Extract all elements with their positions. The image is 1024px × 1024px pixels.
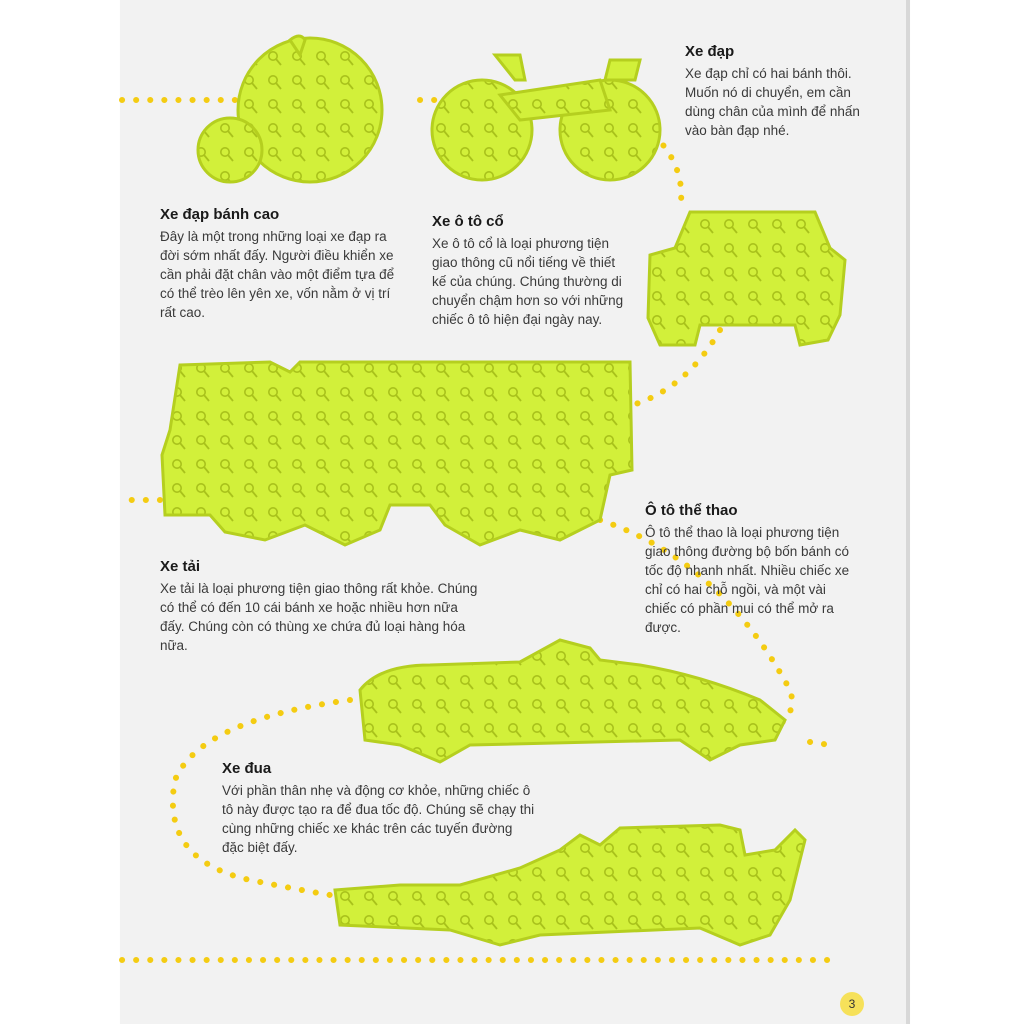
vintage-car-title: Xe ô tô cổ: [432, 213, 504, 230]
penny-farthing-silhouette: [198, 36, 382, 182]
race-car-title: Xe đua: [222, 760, 272, 777]
bicycle-text: Xe đạp chỉ có hai bánh thôi. Muốn nó di chuyển, em cần dùng chân của mình để nhấn vào bàn đạp nhé.: [685, 66, 860, 138]
vintage-car-section: [432, 213, 630, 329]
truck-text: Xe tải là loại phương tiện giao thông rất khỏe. Chúng có thể có đến 10 cái bánh xe hoặc nhiều hơn nữa đấy. Chúng còn có thùng xe chứa đủ loại hàng hóa nữa.: [160, 581, 478, 653]
truck-silhouette: [162, 362, 632, 545]
vintage-car-silhouette: [648, 212, 845, 345]
race-car-text: Với phần thân nhẹ và động cơ khỏe, những chiếc ô tô này được tạo ra để đua tốc độ. Chúng sẽ chạy thi cùng những chiếc xe khác trên các tuyến đường đặc biệt đấy.: [222, 783, 535, 855]
bicycle-title: Xe đạp: [685, 43, 735, 60]
bicycle-section: [685, 43, 865, 140]
penny-farthing-title: Xe đạp bánh cao: [160, 206, 280, 223]
sports-car-section: [645, 502, 860, 637]
truck-title: Xe tải: [160, 558, 201, 575]
vintage-car-text: Xe ô tô cổ là loại phương tiện giao thông cũ nổi tiếng về thiết kế của chúng. Chúng thường di chuyển chậm hơn so với những chiếc ô tô hiện đại ngày nay.: [432, 236, 624, 327]
truck-section: [160, 558, 480, 655]
sports-car-title: Ô tô thể thao: [645, 502, 738, 519]
sports-car-silhouette: [360, 640, 785, 762]
bicycle-silhouette: [432, 55, 660, 180]
page-number-badge: 3: [840, 992, 864, 1016]
penny-farthing-section: [160, 206, 405, 322]
sports-car-text: Ô tô thể thao là loại phương tiện giao thông đường bộ bốn bánh có tốc độ nhanh nhất. Nhiều chiếc xe chỉ có hai chỗ ngồi, và một vài chiếc có phần mui có thể mở ra được.: [645, 525, 850, 635]
penny-farthing-text: Đây là một trong những loại xe đạp ra đời sớm nhất đấy. Người điều khiển xe cần phải đặt chân vào một điểm tựa để có thể trèo lên yên xe, vốn nằm ở vị trí rất cao.: [160, 229, 395, 320]
race-car-section: [222, 760, 537, 857]
